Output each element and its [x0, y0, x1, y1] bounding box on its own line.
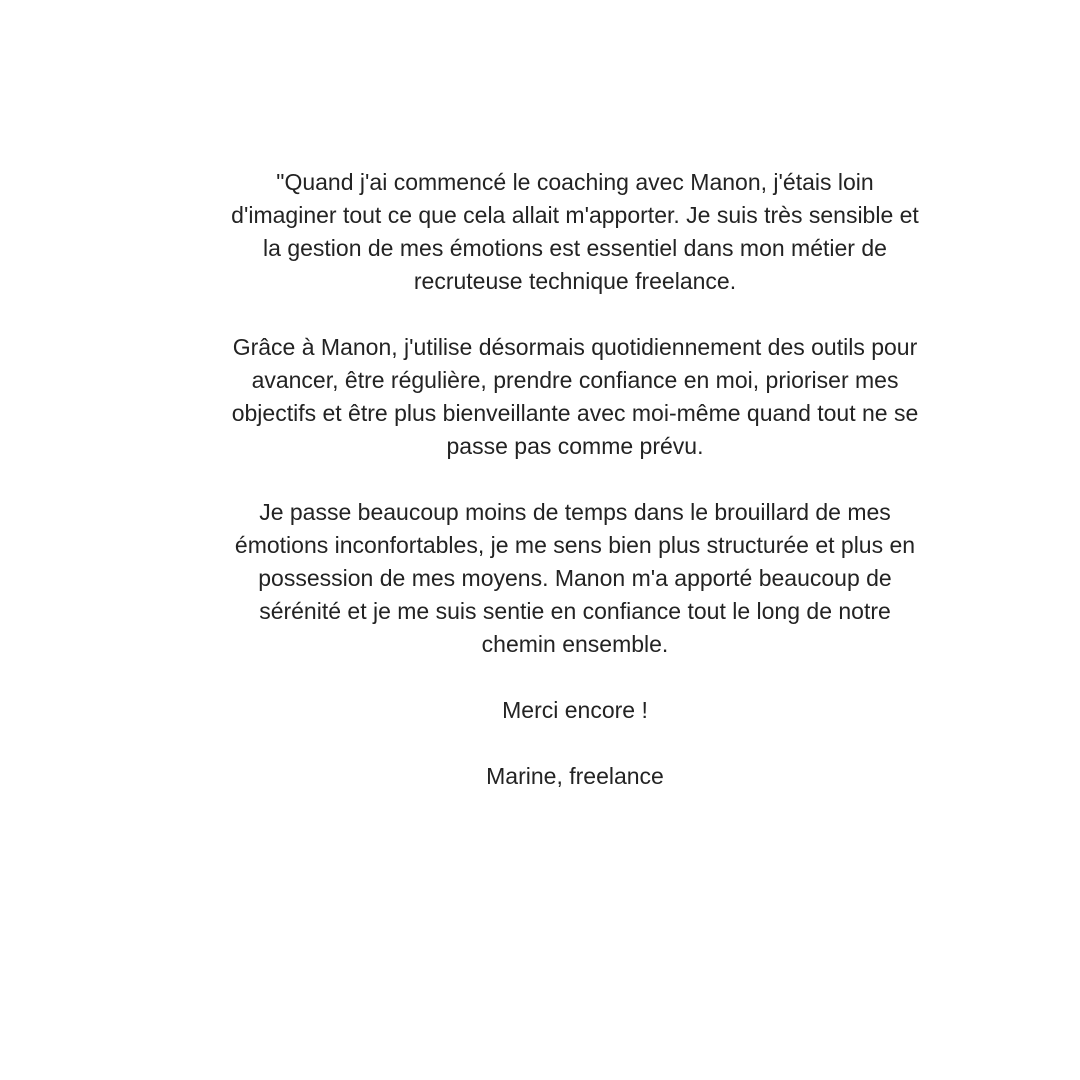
testimonial-paragraph-3: Je passe beaucoup moins de temps dans le brouillard de mes émotions inconfortables, je me sens bien plus structurée et plus en possession de mes moyens. Manon m'a apporté beaucoup de sérénité et je me suis sentie en confiance tout le long de notre chemin ensemble. [234, 499, 916, 657]
testimonial-signature: Marine, freelance [486, 763, 664, 789]
testimonial-text [222, 166, 928, 793]
testimonial-paragraph-2: Grâce à Manon, j'utilise désormais quotidiennement des outils pour avancer, être régulière, prendre confiance en moi, prioriser mes objectifs et être plus bienveillante avec moi-même quand tout ne se passe pas comme prévu. [231, 334, 919, 459]
testimonial-paragraph-1: "Quand j'ai commencé le coaching avec Manon, j'étais loin d'imaginer tout ce que cela allait m'apporter. Je suis très sensible et la gestion de mes émotions est essentiel dans mon métier de recruteuse technique freelance. [231, 169, 919, 294]
testimonial-closing-line: Merci encore ! [502, 697, 648, 723]
